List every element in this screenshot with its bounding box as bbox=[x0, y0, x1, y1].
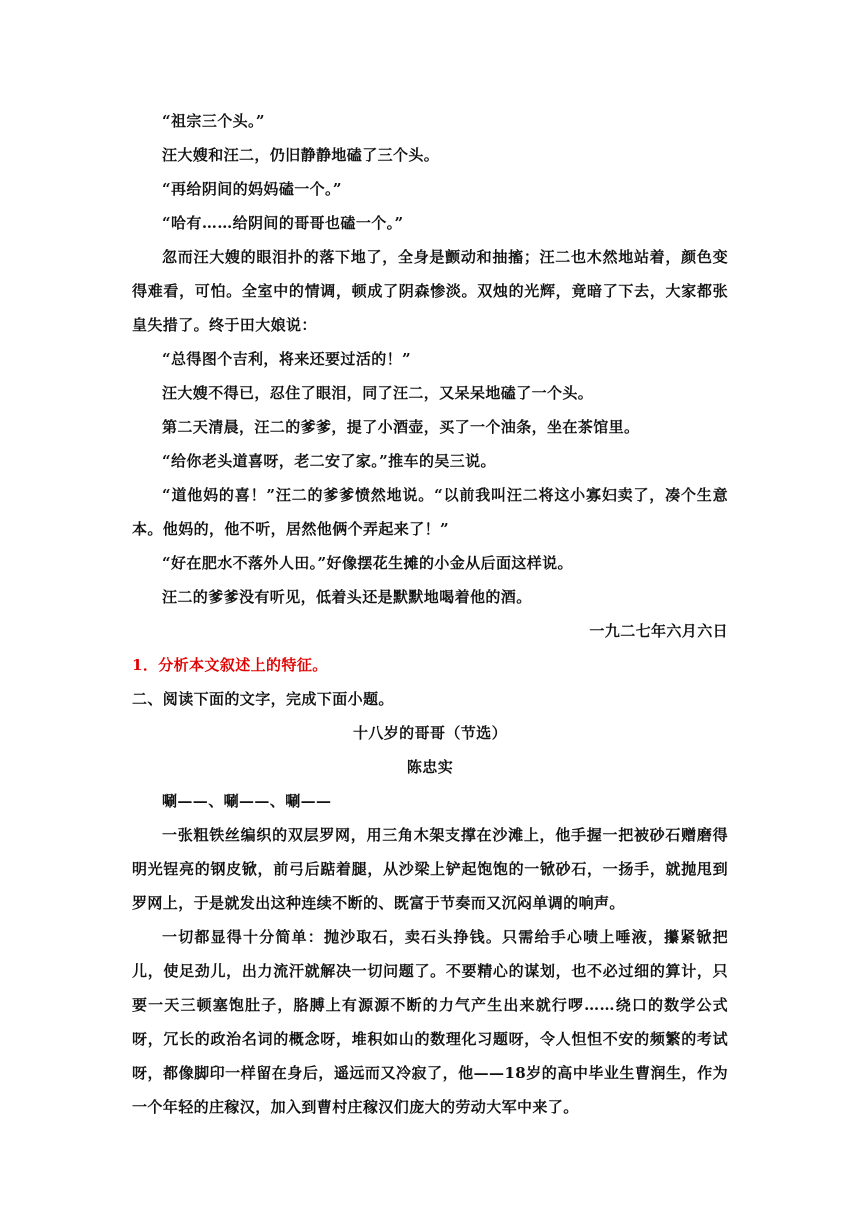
question-1: 1．分析本文叙述上的特征。 bbox=[132, 656, 328, 674]
section-heading: 二、阅读下面的文字，完成下面小题。 bbox=[132, 690, 394, 708]
story-paragraph: 汪大嫂不得已，忍住了眼泪，同了汪二，又呆呆地磕了一个头。 bbox=[162, 384, 594, 402]
story-paragraph: “给你老头道喜呀，老二安了家。”推车的吴三说。 bbox=[162, 452, 496, 470]
article-paragraph: 唰——、唰——、唰—— bbox=[162, 792, 332, 810]
story-paragraph: “好在肥水不落外人田。”好像摆花生摊的小金从后面这样说。 bbox=[162, 554, 573, 572]
document-page bbox=[132, 104, 728, 1124]
article-paragraph: 一切都显得十分简单：抛沙取石，卖石头挣钱。只需给手心啧上唾液，攥紧锨把儿，使足劲儿，出力流汗就解决一切问题了。不要精心的谋划，也不必过细的算计，只要一天三顿塞饱肚子，胳膊上有源源不断的力气产生出来就行啰……绕口的数学公式呀，冗长的政治名词的概念呀，堆积如山的数理化习题呀，令人怛怛不安的频繁的考试呀，都像脚印一样留在身后，遥远而又冷寂了，他——18岁的高中毕业生曹润生，作为一个年轻的庄稼汉，加入到曹村庄稼汉们庞大的劳动大军中来了。 bbox=[132, 928, 728, 1116]
article-title: 十八岁的哥哥（节选） bbox=[352, 724, 507, 742]
article-paragraph: 一张粗铁丝编织的双层罗网，用三角木架支撑在沙滩上，他手握一把被砂石赠磨得明光锃亮的钢皮锨，前弓后踮着腿，从沙梁上铲起饱饱的一锨砂石，一扬手，就抛甩到罗网上，于是就发出这种连续不断的、既富于节奏而又沉闷单调的响声。 bbox=[132, 826, 728, 912]
story-paragraph: “再给阴间的妈妈磕一个。” bbox=[162, 180, 342, 198]
story-paragraph: 第二天清晨，汪二的爹爹，提了小酒壶，买了一个油条，坐在茶馆里。 bbox=[162, 418, 640, 436]
story-paragraph: “总得图个吉利，将来还要过活的！” bbox=[162, 350, 412, 368]
article-author: 陈忠实 bbox=[406, 758, 454, 776]
story-paragraph: “哈有……给阴间的哥哥也磕一个。” bbox=[162, 214, 404, 232]
story-paragraph: “道他妈的喜！”汪二的爹爹愤然地说。“以前我叫汪二将这小寡妇卖了，凑个生意本。他妈的，他不听，居然他俩个弄起来了！” bbox=[132, 486, 728, 538]
story-paragraph: “祖宗三个头。” bbox=[162, 112, 265, 130]
story-paragraph: 汪大嫂和汪二，仍旧静静地磕了三个头。 bbox=[162, 146, 440, 164]
story-date: 一九二七年六月六日 bbox=[589, 622, 728, 640]
story-paragraph: 忽而汪大嫂的眼泪扑的落下地了，全身是颤动和抽搐；汪二也木然地站着，颜色变得难看，可怕。全室中的情调，顿成了阴森惨淡。双烛的光辉，竟暗了下去，大家都张皇失措了。终于田大娘说： bbox=[132, 248, 728, 334]
story-paragraph: 汪二的爹爹没有听见，低着头还是默默地喝着他的酒。 bbox=[162, 588, 532, 606]
